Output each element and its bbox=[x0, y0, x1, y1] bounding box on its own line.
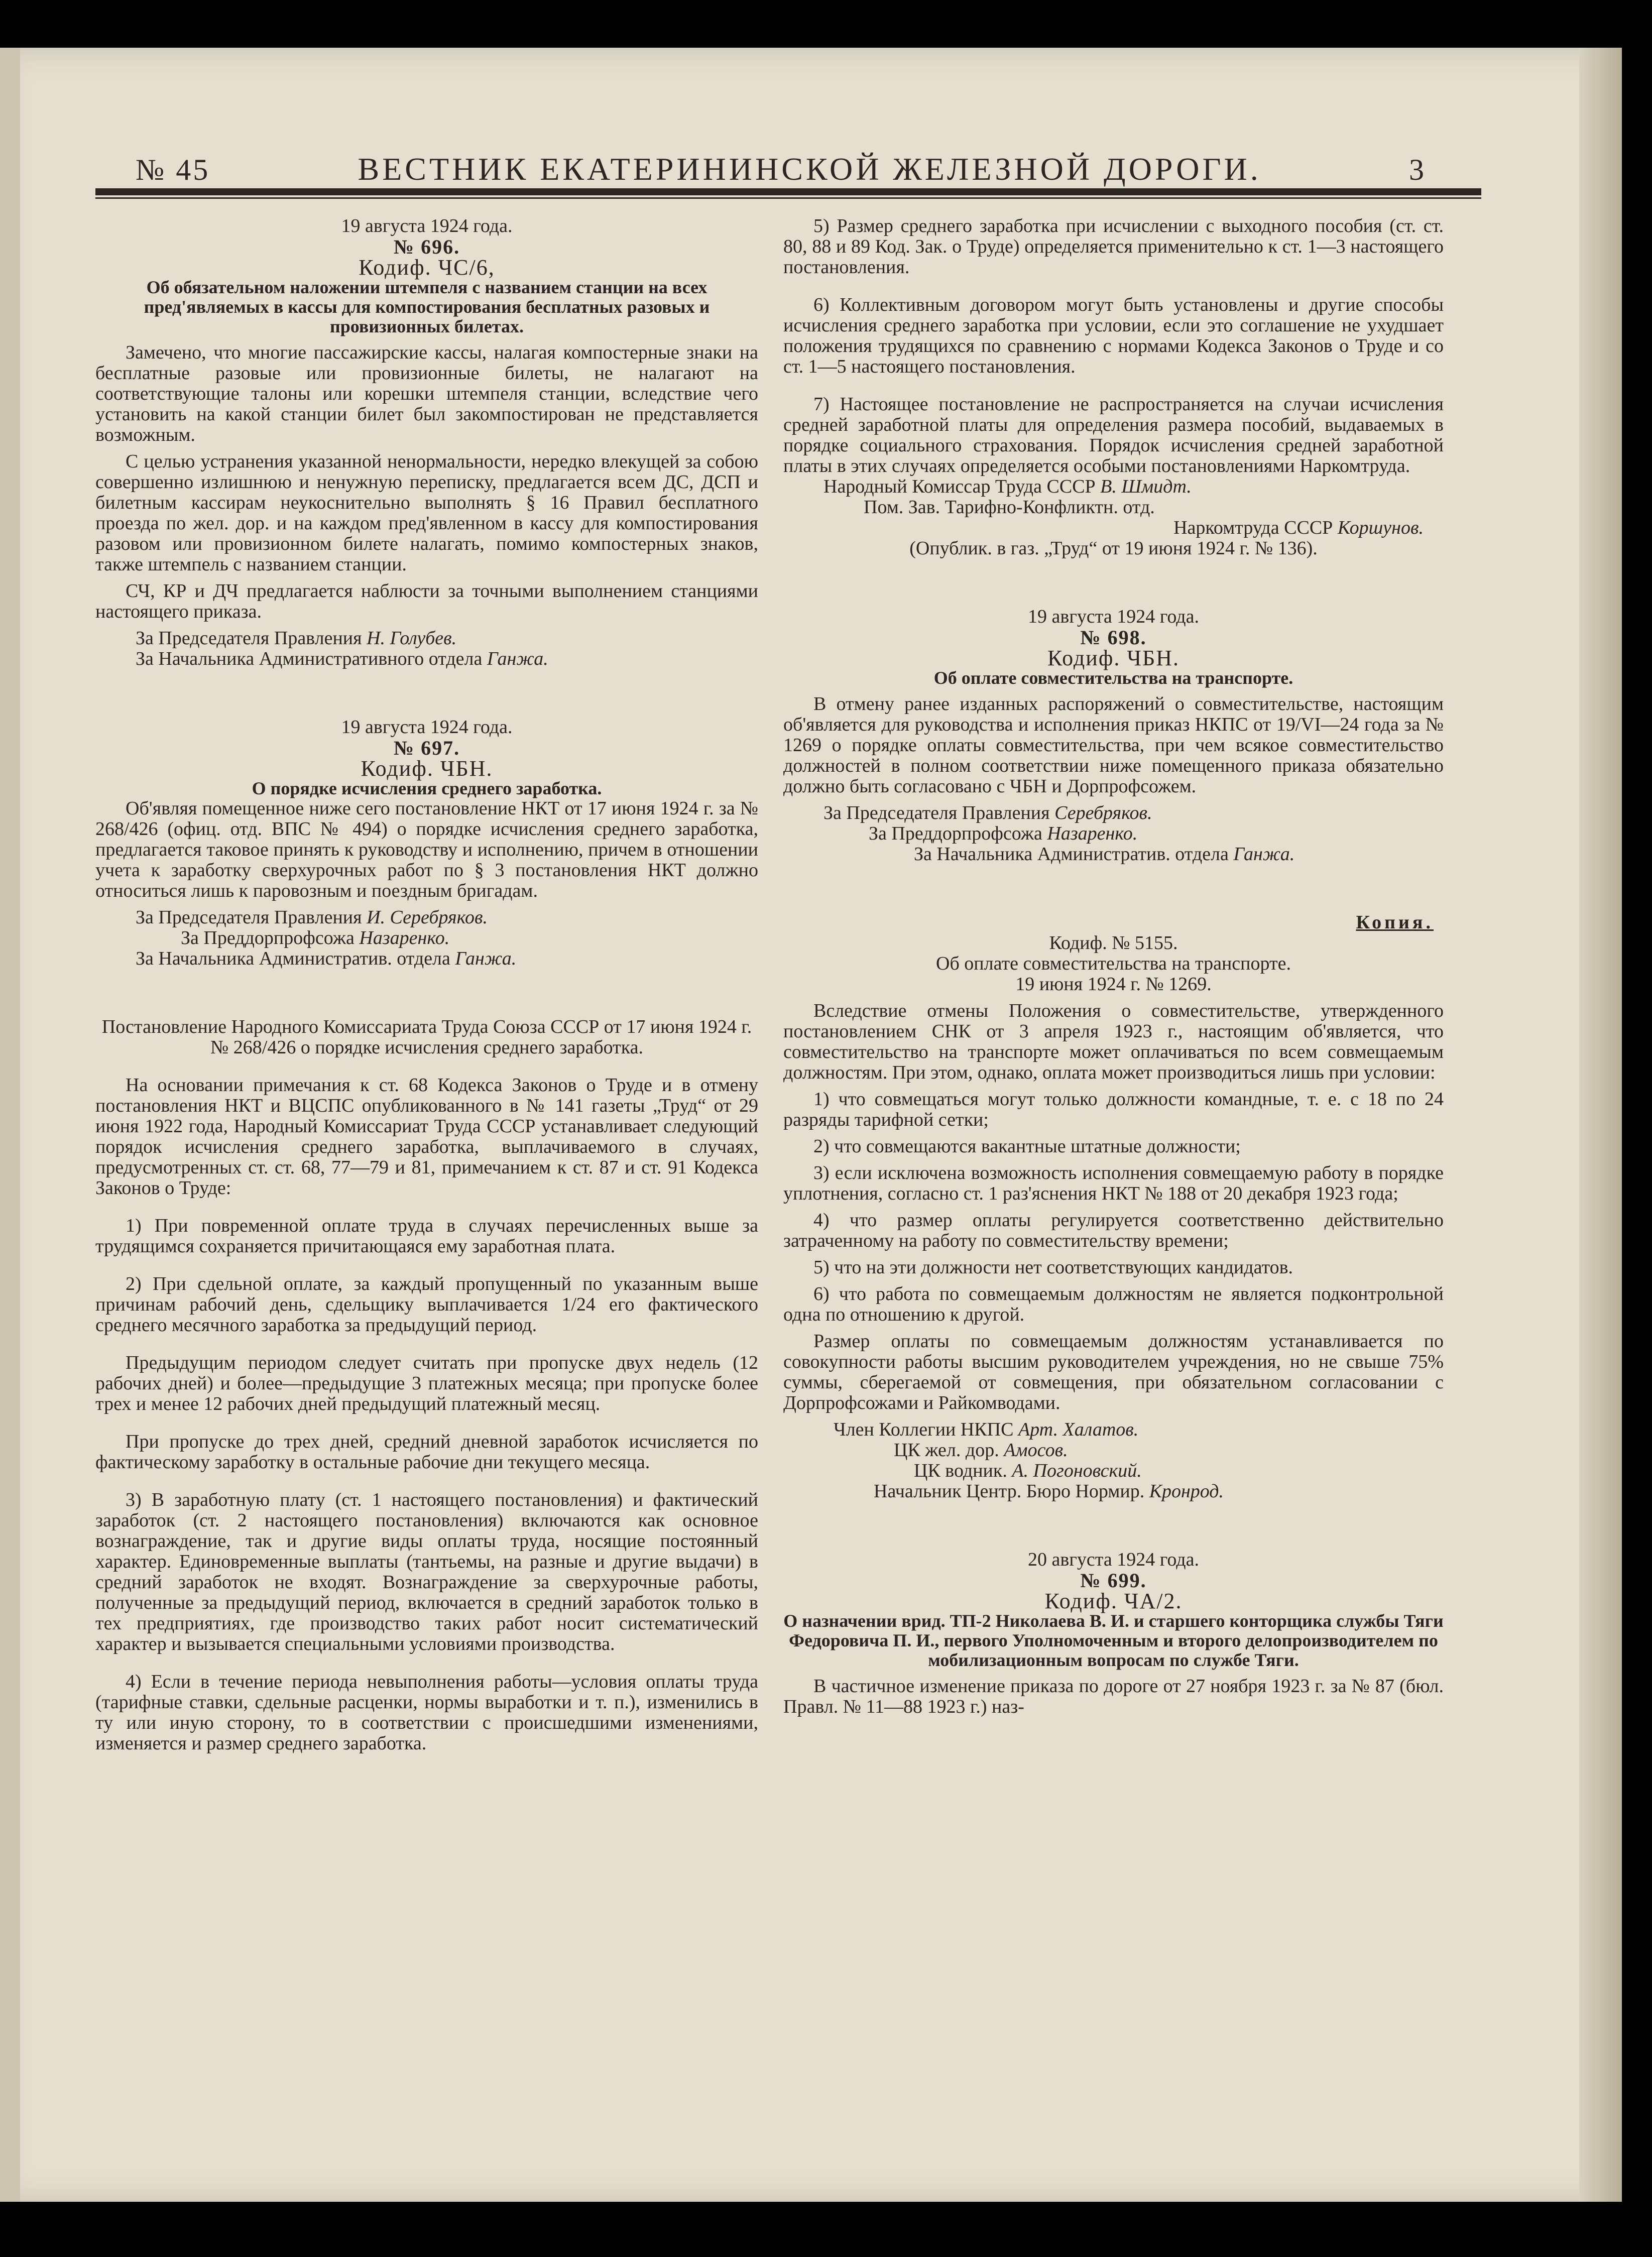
condition-item: 4) что размер оплаты регулируется соответственно действительно затраченному на работу по совместительству времени; bbox=[783, 1210, 1444, 1251]
issue-number: № 45 bbox=[136, 153, 210, 186]
paragraph: 7) Настоящее постановление не распространяется на случаи исчисления средней заработной платы для определения размера пособий, выдаваемых в порядке социального страхования. Порядок исчисления средней заработной платы в этих случаях определяется особыми постановлениями Наркомтруда. bbox=[783, 394, 1444, 477]
paragraph: На основании примечания к ст. 68 Кодекса Законов о Труде и в отмену постановления НКТ и ВЦСПС опубликованного в № 141 газеты „Труд“ от 29 июня 1922 года, Народный Комиссариат Труда СССР устанавливает следующий порядок исчисления среднего заработка, выплачиваемого в случаях, предусмотренных ст. ст. 68, 77—79 и 81, примечанием к ст. 87 и ст. 91 Кодекса Законов о Труде: bbox=[95, 1075, 758, 1199]
condition-item: 5) что на эти должности нет соответствующих кандидатов. bbox=[813, 1257, 1293, 1278]
paragraph: 2) При сдельной оплате, за каждый пропущенный по указанным выше причинам рабочий день, сдельщику выплачивается 1/24 его фактического среднего месячного заработка за предыдущий период. bbox=[95, 1273, 758, 1336]
paragraph: Замечено, что многие пассажирские кассы, налагая компостерные знаки на бесплатные разовые или провизионные билеты, не налагают на соответствующие талоны или корешки штемпеля станции, вследствие чего установить на какой станции билет был закомпостирован не представляется возможным. bbox=[95, 342, 758, 445]
order-696 bbox=[95, 216, 758, 669]
signature-line: За Начальника Административного отдела Ганжа. bbox=[136, 648, 548, 669]
paragraph: При пропуске до трех дней, средний дневной заработок исчисляется по фактическому заработку в остальные рабочие дни текущего месяца. bbox=[95, 1431, 758, 1473]
paragraph: В частичное изменение приказа по дороге от 27 ноября 1923 г. за № 87 (бюл. Правл. № 11—88 1923 г.) наз- bbox=[783, 1676, 1444, 1717]
order-date: 20 августа 1924 года. bbox=[1028, 1549, 1199, 1570]
resolution-nkt bbox=[95, 1017, 758, 1754]
signature-line: За Начальника Административ. отдела Ганжа. bbox=[914, 844, 1295, 865]
condition-item: 6) что работа по совмещаемым должностям не является подконтрольной одна по отношению к другой. bbox=[783, 1283, 1444, 1325]
signature-line: Народный Комиссар Труда СССР В. Шмидт. bbox=[823, 476, 1192, 497]
order-date: 19 августа 1924 года. bbox=[341, 215, 513, 236]
paragraph: СЧ, КР и ДЧ предлагается наблюсти за точными выполнением станциями настоящего приказа. bbox=[95, 580, 758, 622]
header-rule-thin bbox=[95, 197, 1481, 199]
page-edge bbox=[0, 48, 20, 2202]
copy-kodif: Кодиф. № 5155. bbox=[1049, 932, 1178, 954]
resolution-title: Постановление Народного Комиссариата Труда Союза СССР от 17 июня 1924 г. № 268/426 о порядке исчисления среднего заработка. bbox=[101, 1016, 752, 1058]
signature-line: За Преддорпрофсожа Назаренко. bbox=[181, 927, 450, 948]
paragraph: 1) При повременной оплате труда в случаях перечисленных выше за трудящимся сохраняется причитающаяся ему заработная плата. bbox=[95, 1215, 758, 1257]
order-698 bbox=[783, 607, 1444, 865]
paragraph: Вследствие отмены Положения о совместительстве, утвержденного постановлением СНК от 3 апреля 1923 г., настоящим об'является, что совместительство на транспорте может оплачиваться по всем совмещаемым должностям. При этом, однако, оплата может производиться лишь при условии: bbox=[783, 1000, 1444, 1083]
signature-line: За Председателя Правления И. Серебряков. bbox=[136, 907, 488, 928]
order-697 bbox=[95, 717, 758, 969]
signature-line: За Председателя Правления Серебряков. bbox=[823, 802, 1152, 823]
paragraph: 6) Коллективным договором могут быть установлены и другие способы исчисления среднего заработка при условии, если это соглашение не ухудшает положения трудящихся по сравнению с нормами Кодекса Законов о Труде и со ст. 1—5 настоящего постановления. bbox=[783, 294, 1444, 377]
order-heading: О порядке исчисления среднего заработка. bbox=[252, 778, 602, 798]
order-heading: Об обязательном наложении штемпеля с названием станции на всех пред'являемых в кассы для компостирования бесплатных разовых и провизионных билетах. bbox=[144, 277, 710, 336]
signature-line: Наркомтруда СССР Коршунов. bbox=[1173, 517, 1424, 538]
paragraph: Об'являя помещенное ниже сего постановление НКТ от 17 июня 1924 г. за № 268/426 (офиц. отд. ВПС № 494) о порядке исчисления среднего заработка, предлагается таковое принять к руководству и исполнению, причем в отношении учета к заработку сверхурочных работ по § 3 постановления НКТ должно относиться лишь к паровозным и поездным бригадам. bbox=[95, 798, 758, 901]
copy-order-1269 bbox=[783, 912, 1444, 1502]
signature-line: За Преддорпрофсожа Назаренко. bbox=[869, 823, 1138, 844]
signature-line: ЦК жел. дор. Амосов. bbox=[894, 1440, 1068, 1461]
copy-date: 19 июня 1924 г. № 1269. bbox=[1015, 974, 1212, 995]
paragraph: В отмену ранее изданных распоряжений о совместительстве, настоящим об'является для руководства и исполнения приказ НКПС от 19/VI—24 года за № 1269 о порядке оплаты совместительства, при чем всякое совместительство должностей в полном соответствии ниже помещенного приказа обязательно должно быть согласовано с ЧБН и Дорпрофсожем. bbox=[783, 693, 1444, 797]
order-699 bbox=[783, 1550, 1444, 1717]
signature-line: Начальник Центр. Бюро Нормир. Кронрод. bbox=[874, 1481, 1224, 1502]
order-number: № 697. bbox=[393, 737, 460, 759]
left-column bbox=[95, 216, 758, 1754]
signature-line: ЦК водник. А. Погоновский. bbox=[914, 1460, 1142, 1481]
order-number: № 696. bbox=[393, 235, 460, 258]
order-kodif: Кодиф. ЧБН. bbox=[361, 756, 493, 781]
signature-line: За Начальника Административ. отдела Ганжа. bbox=[136, 948, 517, 969]
order-heading: О назначении врид. ТП-2 Николаева В. И. и старшего конторщика службы Тяги Федоровича П. И., первого Уполномоченным и второго делопроизводителем по мобилизационным вопросам по службе Тяги. bbox=[783, 1611, 1444, 1670]
page-number: 3 bbox=[1409, 153, 1426, 186]
adjacent-page-edge bbox=[1579, 48, 1622, 2202]
page-header bbox=[136, 151, 1426, 191]
paragraph: С целью устранения указанной ненормальности, нередко влекущей за собою совершенно излишнюю и ненужную переписку, предлагается всем ДС, ДСП и билетным кассирам неукоснительно выполнять § 16 Правил бесплатного проезда по жел. дор. и на каждом пред'явленном в кассу для компостирования разовом или провизионном билете налагать, помимо компостерных знаков, также штемпель с названием станции. bbox=[95, 451, 758, 575]
right-column bbox=[783, 216, 1444, 1717]
condition-item: 2) что совмещаются вакантные штатные должности; bbox=[813, 1136, 1241, 1157]
paragraph: 3) В заработную плату (ст. 1 настоящего постановления) и фактический заработок (ст. 2 настоящего постановления) включаются как основное вознаграждение, так и другие виды оплаты труда, носящие постоянный характер. Единовременные выплаты (тантьемы, на разные и другие выдачи) в средний заработок не входят. Вознаграждение за сверхурочные работы, полученные за предыдущий период, включается в средний заработок только в тех предприятиях, где производство таких работ носит систематический характер и вызывается специальными условиями производства. bbox=[95, 1489, 758, 1654]
order-number: № 698. bbox=[1080, 626, 1147, 649]
order-kodif: Кодиф. ЧБН. bbox=[1047, 646, 1179, 670]
paragraph: 5) Размер среднего заработка при исчислении с выходного пособия (ст. ст. 80, 88 и 89 Код. Зак. о Труде) определяется применительно к ст. 1—3 настоящего постановления. bbox=[783, 215, 1444, 278]
resolution-continued bbox=[783, 216, 1444, 559]
order-kodif: Кодиф. ЧА/2. bbox=[1044, 1589, 1183, 1613]
copy-subtitle: Об оплате совместительства на транспорте. bbox=[936, 953, 1291, 974]
signature-line: За Председателя Правления Н. Голубев. bbox=[136, 628, 457, 649]
order-heading: Об оплате совместительства на транспорте. bbox=[933, 668, 1293, 688]
condition-item: 3) если исключена возможность исполнения совмещаемую работу в порядке уплотнения, согласно ст. 1 раз'яснения НКТ № 188 от 20 декабря 1923 года; bbox=[783, 1162, 1444, 1204]
publication-title: ВЕСТНИК ЕКАТЕРИНИНСКОЙ ЖЕЛЕЗНОЙ ДОРОГИ. bbox=[358, 151, 1261, 187]
order-number: № 699. bbox=[1080, 1569, 1147, 1592]
paragraph: 4) Если в течение периода невыполнения работы—условия оплаты труда (тарифные ставки, сдельные расценки, нормы выработки и т. п.), изменились в ту или иную сторону, то в соответствии с происшедшими изменениями, изменяется и размер среднего заработка. bbox=[95, 1671, 758, 1754]
paragraph: Размер оплаты по совмещаемым должностям устанавливается по совокупности работы высшим руководителем учреждения, но не свыше 75% суммы, сберегаемой от совмещения, при обязательном согласовании с Дорпрофсожами и Райкомводами. bbox=[783, 1331, 1444, 1413]
copy-label: Копия. bbox=[1356, 912, 1434, 933]
signature-line: Пом. Зав. Тарифно-Конфликтн. отд. bbox=[864, 497, 1155, 518]
order-kodif: Кодиф. ЧС/6, bbox=[359, 255, 495, 280]
paragraph: Предыдущим периодом следует считать при пропуске двух недель (12 рабочих дней) и более—предыдущие 3 платежных месяца; при пропуске более трех и менее 12 рабочих дней предыдущий платежный месяц. bbox=[95, 1352, 758, 1414]
publication-note: (Опублик. в газ. „Труд“ от 19 июня 1924 г. № 136). bbox=[909, 538, 1318, 559]
signature-line: Член Коллегии НКПС Арт. Халатов. bbox=[834, 1419, 1139, 1440]
condition-item: 1) что совмещаться могут только должности командные, т. е. с 18 по 24 разряды тарифной сетки; bbox=[783, 1089, 1444, 1130]
order-date: 19 августа 1924 года. bbox=[1028, 606, 1199, 627]
order-date: 19 августа 1924 года. bbox=[341, 717, 513, 738]
header-rule bbox=[95, 188, 1481, 195]
